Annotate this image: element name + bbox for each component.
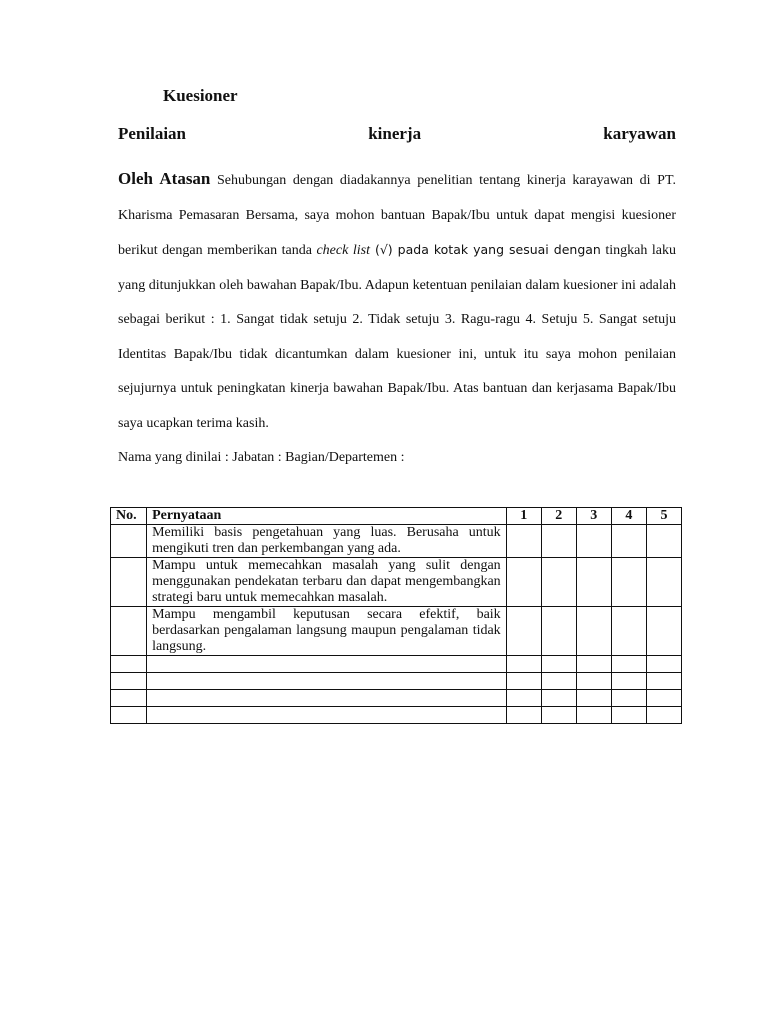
score-cell-1[interactable] — [506, 656, 541, 673]
document-subtitle — [118, 124, 676, 144]
empty-table-row — [111, 690, 682, 707]
header-score-3: 3 — [576, 508, 611, 525]
score-cell-4[interactable] — [611, 558, 646, 607]
score-cell-5[interactable] — [646, 525, 681, 558]
intro-text-1: Sehubungan dengan diadakannya penelitian tentang kinerja karayawan di PT. Kharisma Pemasaran Bersama, saya mohon bantuan Bapak/Ibu untuk dapat mengisi kuesioner berikut dengan memberikan tanda — [118, 173, 676, 258]
row-no-cell — [111, 607, 147, 656]
score-cell-5[interactable] — [646, 690, 681, 707]
intro-lead: Oleh Atasan — [118, 169, 211, 188]
subtitle-word-3: karyawan — [603, 124, 676, 143]
score-cell-4[interactable] — [611, 707, 646, 724]
header-score-4: 4 — [611, 508, 646, 525]
score-cell-3[interactable] — [576, 656, 611, 673]
intro-text-2: tingkah laku yang ditunjukkan oleh bawahan Bapak/Ibu. Adapun ketentuan penilaian dalam kuesioner ini adalah sebagai berikut : 1. Sangat tidak setuju 2. Tidak setuju 3. Ragu-ragu 4. Setuju 5. Sangat setuju Identitas Bapak/Ibu tidak dicantumkan dalam kuesioner ini, untuk itu saya mohon penilaian sejujurnya untuk peningkatan kinerja bawahan Bapak/Ibu. Atas bantuan dan kerjasama Bapak/Ibu saya ucapkan terima kasih. — [118, 243, 676, 431]
questionnaire-table — [110, 507, 682, 724]
empty-table-row — [111, 673, 682, 690]
score-cell-2[interactable] — [541, 673, 576, 690]
score-cell-2[interactable] — [541, 525, 576, 558]
empty-table-row — [111, 656, 682, 673]
header-no: No. — [111, 508, 147, 525]
row-no-cell — [111, 673, 147, 690]
form-fields-line: Nama yang dinilai : Jabatan : Bagian/Departemen : — [118, 450, 405, 465]
statement-cell: Mampu mengambil keputusan secara efektif, baik berdasarkan pengalaman langsung maupun pengalaman tidak langsung. — [147, 607, 507, 656]
table-header-row — [111, 508, 682, 525]
score-cell-4[interactable] — [611, 673, 646, 690]
score-cell-2[interactable] — [541, 656, 576, 673]
subtitle-word-2: kinerja — [368, 124, 422, 143]
row-no-cell — [111, 558, 147, 607]
score-cell-3[interactable] — [576, 707, 611, 724]
document-title: Kuesioner — [163, 86, 238, 105]
header-statement: Pernyataan — [147, 508, 507, 525]
row-no-cell — [111, 690, 147, 707]
row-no-cell — [111, 656, 147, 673]
score-cell-4[interactable] — [611, 607, 646, 656]
row-no-cell — [111, 525, 147, 558]
intro-paragraph — [118, 162, 676, 476]
score-cell-1[interactable] — [506, 707, 541, 724]
score-cell-5[interactable] — [646, 707, 681, 724]
score-cell-1[interactable] — [506, 558, 541, 607]
score-cell-4[interactable] — [611, 690, 646, 707]
statement-cell — [147, 656, 507, 673]
table-row — [111, 525, 682, 558]
score-cell-1[interactable] — [506, 673, 541, 690]
score-cell-2[interactable] — [541, 558, 576, 607]
score-cell-3[interactable] — [576, 607, 611, 656]
table-row — [111, 607, 682, 656]
header-score-1: 1 — [506, 508, 541, 525]
statement-cell: Memiliki basis pengetahuan yang luas. Berusaha untuk mengikuti tren dan perkembangan yang ada. — [147, 525, 507, 558]
statement-cell — [147, 673, 507, 690]
score-cell-5[interactable] — [646, 607, 681, 656]
score-cell-2[interactable] — [541, 690, 576, 707]
score-cell-3[interactable] — [576, 673, 611, 690]
score-cell-4[interactable] — [611, 525, 646, 558]
score-cell-5[interactable] — [646, 656, 681, 673]
score-cell-4[interactable] — [611, 656, 646, 673]
score-cell-3[interactable] — [576, 558, 611, 607]
intro-check-symbol: (√) pada kotak yang sesuai dengan — [369, 242, 601, 257]
subtitle-word-1: Penilaian — [118, 124, 187, 143]
score-cell-1[interactable] — [506, 690, 541, 707]
header-score-2: 2 — [541, 508, 576, 525]
intro-check-term: check list — [316, 243, 370, 258]
header-score-5: 5 — [646, 508, 681, 525]
score-cell-5[interactable] — [646, 673, 681, 690]
score-cell-3[interactable] — [576, 525, 611, 558]
score-cell-3[interactable] — [576, 690, 611, 707]
statement-cell — [147, 707, 507, 724]
score-cell-1[interactable] — [506, 525, 541, 558]
row-no-cell — [111, 707, 147, 724]
empty-table-row — [111, 707, 682, 724]
score-cell-1[interactable] — [506, 607, 541, 656]
statement-cell — [147, 690, 507, 707]
statement-cell: Mampu untuk memecahkan masalah yang sulit dengan menggunakan pendekatan terbaru dan dapat mengembangkan strategi baru untuk memecahkan masalah. — [147, 558, 507, 607]
score-cell-2[interactable] — [541, 707, 576, 724]
score-cell-2[interactable] — [541, 607, 576, 656]
score-cell-5[interactable] — [646, 558, 681, 607]
table-row — [111, 558, 682, 607]
